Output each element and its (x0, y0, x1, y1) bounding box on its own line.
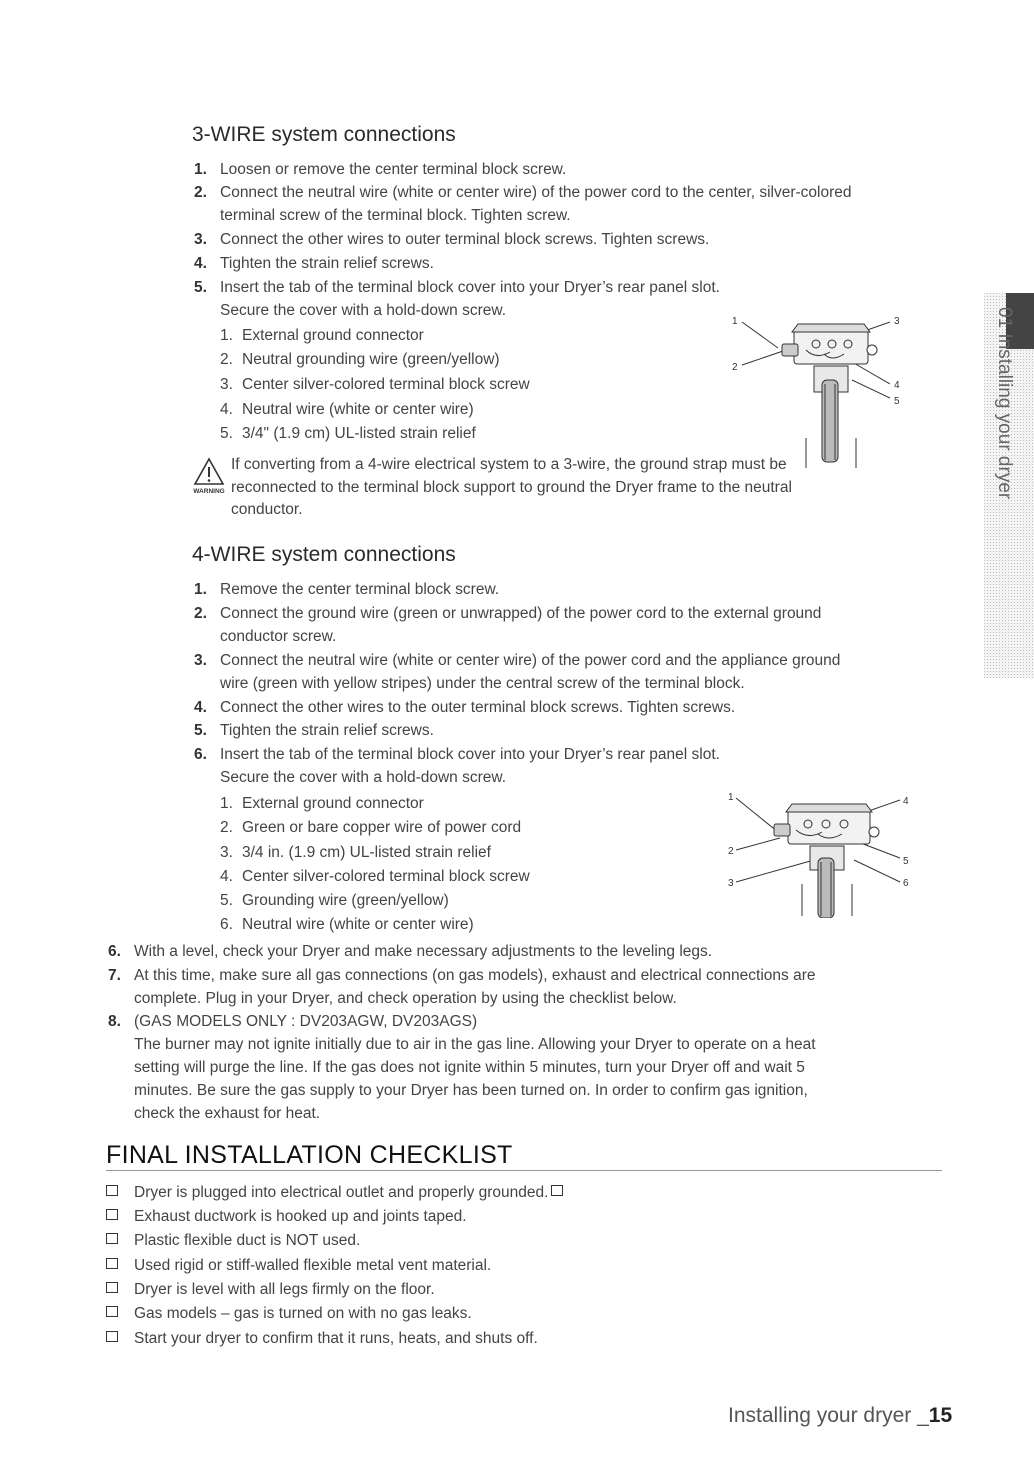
checkbox-icon[interactable] (106, 1306, 118, 1317)
list-item: 3. Connect the other wires to outer terminal block screws. Tighten screws. (194, 231, 710, 248)
callout-line (736, 860, 814, 882)
part-item: 4. Center silver-colored terminal block screw (220, 868, 530, 885)
callout-label: 3 (894, 316, 900, 327)
callout-label: 5 (894, 396, 900, 407)
part-item: 2. Green or bare copper wire of power cord (220, 819, 522, 836)
page-number: 15 (928, 1404, 953, 1427)
checkbox-icon (551, 1185, 563, 1196)
callout-label: 2 (732, 362, 738, 373)
checklist-item: Gas models – gas is turned on with no gas leaks. (106, 1302, 472, 1325)
callout-label: 2 (728, 846, 734, 857)
callout-label: 4 (903, 796, 909, 807)
callout-line (742, 322, 778, 348)
checklist-item: Plastic flexible duct is NOT used. (106, 1229, 360, 1252)
callout-line (736, 838, 780, 850)
part-item: 5. Grounding wire (green/yellow) (220, 892, 449, 909)
callout-line (852, 380, 890, 398)
part-item: 3. 3/4 in. (1.9 cm) UL-listed strain relief (220, 844, 491, 861)
callout-line (736, 798, 778, 832)
callout-line (852, 362, 890, 384)
checkbox-icon[interactable] (106, 1331, 118, 1342)
warning-label: WARNING (193, 488, 225, 495)
warning-icon (190, 456, 230, 496)
list-item: 3. Connect the neutral wire (white or center wire) of the power cord and the appliance ground wire (green with yellow stripes) under the central screw of the terminal block. (194, 652, 841, 692)
list-item: 4. Connect the other wires to the outer terminal block screws. Tighten screws. (194, 699, 736, 716)
list-item: 4. Tighten the strain relief screws. (194, 255, 434, 272)
terminal-block-4wire-diagram (722, 788, 914, 918)
part-item: 5. 3/4" (1.9 cm) UL-listed strain relief (220, 425, 476, 442)
checkbox-icon[interactable] (106, 1209, 118, 1220)
list-item: 2. Connect the ground wire (green or unwrapped) of the power cord to the external ground conductor screw. (194, 605, 822, 645)
part-item: 2. Neutral grounding wire (green/yellow) (220, 351, 500, 368)
callout-line (742, 350, 786, 365)
page-footer: Installing your dryer _15 (728, 1404, 953, 1427)
checklist-item: Exhaust ductwork is hooked up and joints taped. (106, 1205, 467, 1228)
callout-line (854, 860, 900, 882)
list-item: 7. At this time, make sure all gas connections (on gas models), exhaust and electrical connections are complete. Plug in your Dryer, and check operation by using the checklist below. (108, 967, 816, 1007)
part-item: 4. Neutral wire (white or center wire) (220, 401, 474, 418)
checkbox-icon[interactable] (106, 1282, 118, 1293)
checkbox-icon[interactable] (106, 1185, 118, 1196)
checklist-item: Used rigid or stiff-walled flexible metal vent material. (106, 1254, 491, 1277)
part-item: 6. Neutral wire (white or center wire) (220, 916, 474, 933)
callout-label: 6 (903, 878, 909, 889)
part-item: 1. External ground connector (220, 795, 424, 812)
list-item: 6. Insert the tab of the terminal block cover into your Dryer’s rear panel slot. Secure the cover with a hold-down screw. (194, 746, 720, 786)
part-item: 1. External ground connector (220, 327, 424, 344)
list-item: 2. Connect the neutral wire (white or center wire) of the power cord to the center, silver-colored terminal screw of the terminal block. Tighten screw. (194, 184, 852, 224)
checkbox-icon[interactable] (106, 1233, 118, 1244)
list-item: 1. Loosen or remove the center terminal block screw. (194, 161, 567, 178)
callout-label: 5 (903, 856, 909, 867)
checkbox-icon[interactable] (106, 1258, 118, 1269)
list-item: 5. Insert the tab of the terminal block cover into your Dryer’s rear panel slot. Secure the cover with a hold-down screw. (194, 279, 720, 319)
chapter-side-tab (978, 293, 1034, 678)
part-item: 3. Center silver-colored terminal block screw (220, 376, 530, 393)
checklist-title: FINAL INSTALLATION CHECKLIST (106, 1141, 513, 1169)
checklist-item: Dryer is level with all legs firmly on the floor. (106, 1278, 435, 1301)
section-3wire-title: 3-WIRE system connections (192, 123, 456, 146)
list-item: 5. Tighten the strain relief screws. (194, 722, 434, 739)
list-item: 6. With a level, check your Dryer and make necessary adjustments to the leveling legs. (108, 943, 713, 960)
list-item: 1. Remove the center terminal block screw. (194, 581, 500, 598)
terminal-block-3wire-diagram (728, 310, 913, 470)
divider (106, 1170, 942, 1171)
callout-label: 1 (728, 792, 734, 803)
list-item: 8. (GAS MODELS ONLY : DV203AGW, DV203AGS) The burner may not ignite initially due to air in the gas line. Allowing your Dryer to operate on a heat setting will purge the line. If the gas does not ignite within 5 minutes, turn your Dryer off and wait 5 minutes. Be sure the gas supply to your Dryer has been turned on. In order to confirm gas ignition, check the exhaust for heat. (108, 1013, 816, 1122)
callout-label: 3 (728, 878, 734, 889)
checklist-item: Start your dryer to confirm that it runs, heats, and shuts off. (106, 1327, 538, 1350)
callout-label: 4 (894, 380, 900, 391)
warning-text: If converting from a 4-wire electrical system to a 3-wire, the ground strap must be reconnected to the terminal block support to ground the Dryer frame to the neutral conductor. (231, 456, 792, 518)
section-4wire-title: 4-WIRE system connections (192, 543, 456, 566)
side-tab-label: 01 Installing your dryer (994, 307, 1015, 500)
callout-label: 1 (732, 316, 738, 327)
checklist-item: Dryer is plugged into electrical outlet and properly grounded. (106, 1181, 563, 1204)
